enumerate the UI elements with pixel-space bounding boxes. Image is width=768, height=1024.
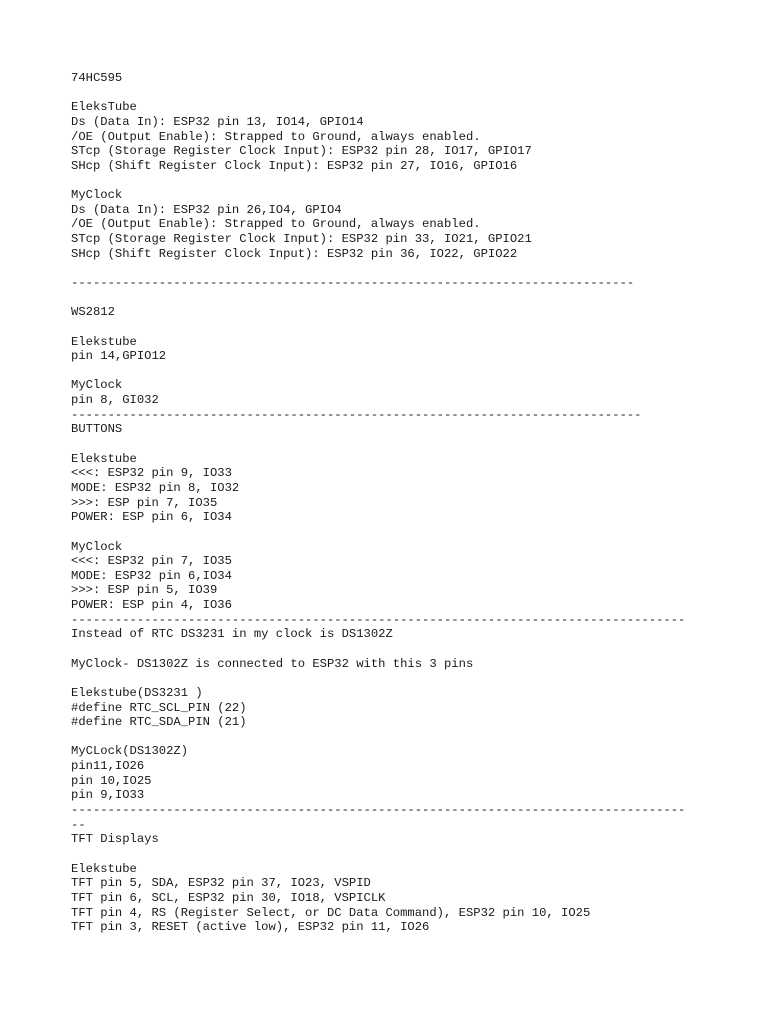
text-line: TFT pin 4, RS (Register Select, or DC Data Command), ESP32 pin 10, IO25 (71, 905, 591, 920)
text-line: Elekstube(DS3231 ) (71, 685, 203, 700)
text-line: POWER: ESP pin 6, IO34 (71, 510, 232, 525)
text-line: pin 9,IO33 (71, 788, 145, 803)
text-line: WS2812 (71, 305, 115, 320)
text-line: >>>: ESP pin 5, IO39 (71, 583, 218, 598)
document-body (71, 71, 761, 935)
text-line: TFT Displays (71, 832, 159, 847)
text-line: STcp (Storage Register Clock Input): ESP32 pin 33, IO21, GPIO21 (71, 232, 532, 247)
text-line (71, 671, 761, 686)
text-line: ----------------------------------------------------------------------------- (71, 275, 635, 290)
text-line (71, 173, 761, 188)
text-line: SHcp (Shift Register Clock Input): ESP32 pin 36, IO22, GPIO22 (71, 246, 518, 261)
text-line (71, 261, 761, 276)
text-line: pin 8, GI032 (71, 393, 159, 408)
text-line: Ds (Data In): ESP32 pin 26,IO4, GPIO4 (71, 202, 342, 217)
text-line (71, 291, 761, 306)
text-line: MODE: ESP32 pin 8, IO32 (71, 480, 240, 495)
text-line: #define RTC_SDA_PIN (21) (71, 715, 247, 730)
text-line: #define RTC_SCL_PIN (22) (71, 700, 247, 715)
text-line (71, 437, 761, 452)
text-line: <<<: ESP32 pin 7, IO35 (71, 554, 232, 569)
text-line: MyCLock(DS1302Z) (71, 744, 189, 759)
text-line: -- (71, 817, 86, 832)
text-line: ------------------------------------------------------------------------------ (71, 407, 642, 422)
text-line: MyClock (71, 378, 123, 393)
text-line: SHcp (Shift Register Clock Input): ESP32 pin 27, IO16, GPIO16 (71, 158, 518, 173)
text-line: Ds (Data In): ESP32 pin 13, IO14, GPIO14 (71, 114, 364, 129)
text-line: TFT pin 3, RESET (active low), ESP32 pin 11, IO26 (71, 920, 430, 935)
text-line (71, 525, 761, 540)
text-line: ------------------------------------------------------------------------------------ (71, 803, 686, 818)
text-line (71, 364, 761, 379)
text-line (71, 320, 761, 335)
text-line: /OE (Output Enable): Strapped to Ground, always enabled. (71, 217, 481, 232)
text-line: 74HC595 (71, 71, 123, 85)
text-line: BUTTONS (71, 422, 123, 437)
text-line (71, 642, 761, 657)
text-line (71, 847, 761, 862)
text-line: pin 14,GPIO12 (71, 349, 167, 364)
text-line: MyClock- DS1302Z is connected to ESP32 with this 3 pins (71, 656, 474, 671)
text-line: MyClock (71, 188, 123, 203)
text-line: TFT pin 6, SCL, ESP32 pin 30, IO18, VSPICLK (71, 890, 386, 905)
text-line: Elekstube (71, 861, 137, 876)
text-line: pin11,IO26 (71, 759, 145, 774)
text-line: MyClock (71, 539, 123, 554)
text-line: POWER: ESP pin 4, IO36 (71, 598, 232, 613)
text-line (71, 86, 761, 101)
text-line (71, 730, 761, 745)
text-line: <<<: ESP32 pin 9, IO33 (71, 466, 232, 481)
text-line: pin 10,IO25 (71, 773, 152, 788)
text-line: /OE (Output Enable): Strapped to Ground, always enabled. (71, 129, 481, 144)
text-line: Elekstube (71, 451, 137, 466)
text-line: ------------------------------------------------------------------------------------ (71, 612, 686, 627)
text-line: Elekstube (71, 334, 137, 349)
text-line: Instead of RTC DS3231 in my clock is DS1302Z (71, 627, 393, 642)
text-line: >>>: ESP pin 7, IO35 (71, 495, 218, 510)
text-line: MODE: ESP32 pin 6,IO34 (71, 568, 232, 583)
text-line: EleksTube (71, 100, 137, 115)
text-line: STcp (Storage Register Clock Input): ESP32 pin 28, IO17, GPIO17 (71, 144, 532, 159)
text-line: TFT pin 5, SDA, ESP32 pin 37, IO23, VSPID (71, 876, 371, 891)
